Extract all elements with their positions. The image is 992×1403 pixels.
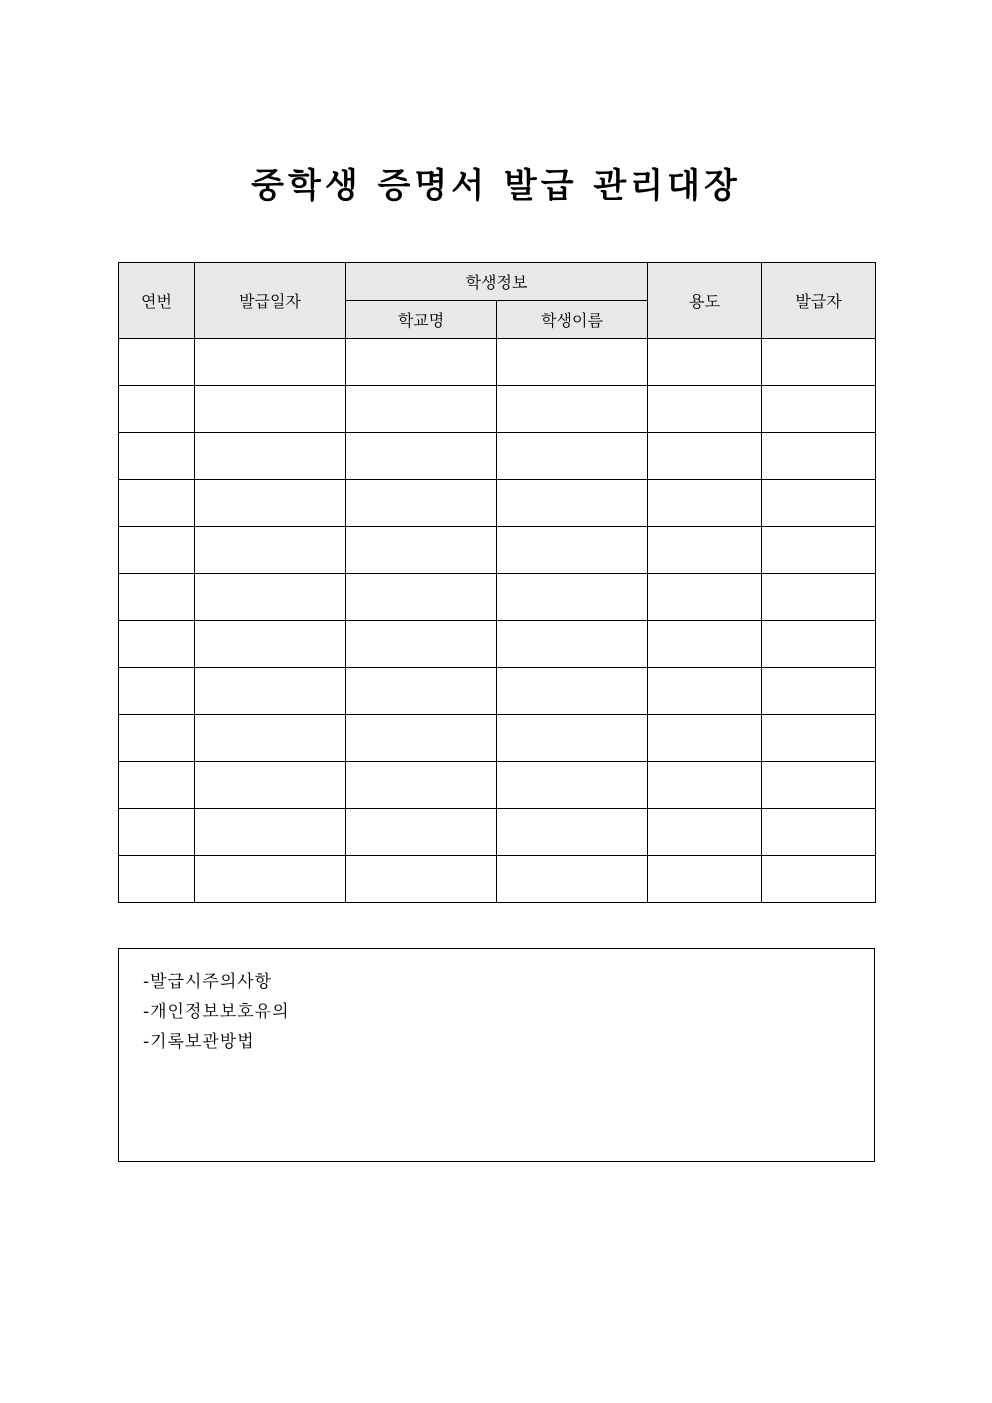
- cell-student-name[interactable]: [497, 762, 648, 809]
- cell-issuer[interactable]: [762, 386, 876, 433]
- cell-student-name[interactable]: [497, 339, 648, 386]
- cell-purpose[interactable]: [648, 527, 762, 574]
- table-row: [119, 762, 876, 809]
- cell-issue-date[interactable]: [195, 809, 346, 856]
- cell-school-name[interactable]: [346, 809, 497, 856]
- cell-serial[interactable]: [119, 762, 195, 809]
- cell-purpose[interactable]: [648, 809, 762, 856]
- cell-issuer[interactable]: [762, 339, 876, 386]
- header-serial: 연번: [119, 263, 195, 339]
- cell-student-name[interactable]: [497, 856, 648, 903]
- table-row: [119, 339, 876, 386]
- cell-serial[interactable]: [119, 480, 195, 527]
- cell-issue-date[interactable]: [195, 574, 346, 621]
- header-issue-date: 발급일자: [195, 263, 346, 339]
- note-item: -개인정보보호유의: [143, 1002, 290, 1022]
- notes-box: [118, 948, 875, 1162]
- cell-student-name[interactable]: [497, 715, 648, 762]
- cell-purpose[interactable]: [648, 762, 762, 809]
- cell-issue-date[interactable]: [195, 480, 346, 527]
- cell-school-name[interactable]: [346, 527, 497, 574]
- table-body: [119, 339, 876, 903]
- cell-student-name[interactable]: [497, 386, 648, 433]
- cell-school-name[interactable]: [346, 574, 497, 621]
- table-row: [119, 386, 876, 433]
- table-row: [119, 668, 876, 715]
- table-row: [119, 527, 876, 574]
- cell-serial[interactable]: [119, 668, 195, 715]
- cell-school-name[interactable]: [346, 762, 497, 809]
- cell-issuer[interactable]: [762, 527, 876, 574]
- table-row: [119, 574, 876, 621]
- issuance-ledger-table: [118, 262, 876, 903]
- cell-serial[interactable]: [119, 339, 195, 386]
- cell-serial[interactable]: [119, 856, 195, 903]
- cell-issue-date[interactable]: [195, 386, 346, 433]
- cell-serial[interactable]: [119, 621, 195, 668]
- cell-issuer[interactable]: [762, 809, 876, 856]
- table-row: [119, 715, 876, 762]
- header-issuer: 발급자: [762, 263, 876, 339]
- cell-school-name[interactable]: [346, 386, 497, 433]
- cell-student-name[interactable]: [497, 809, 648, 856]
- cell-issuer[interactable]: [762, 762, 876, 809]
- cell-issue-date[interactable]: [195, 668, 346, 715]
- cell-issue-date[interactable]: [195, 715, 346, 762]
- cell-serial[interactable]: [119, 809, 195, 856]
- header-student-name: 학생이름: [497, 301, 648, 339]
- table-row: [119, 480, 876, 527]
- cell-student-name[interactable]: [497, 621, 648, 668]
- cell-school-name[interactable]: [346, 668, 497, 715]
- cell-purpose[interactable]: [648, 668, 762, 715]
- cell-issue-date[interactable]: [195, 856, 346, 903]
- cell-issuer[interactable]: [762, 574, 876, 621]
- cell-issue-date[interactable]: [195, 433, 346, 480]
- cell-student-name[interactable]: [497, 433, 648, 480]
- cell-purpose[interactable]: [648, 856, 762, 903]
- cell-serial[interactable]: [119, 433, 195, 480]
- cell-purpose[interactable]: [648, 339, 762, 386]
- cell-issuer[interactable]: [762, 715, 876, 762]
- cell-school-name[interactable]: [346, 339, 497, 386]
- cell-school-name[interactable]: [346, 433, 497, 480]
- cell-student-name[interactable]: [497, 480, 648, 527]
- cell-purpose[interactable]: [648, 715, 762, 762]
- table-row: [119, 809, 876, 856]
- cell-student-name[interactable]: [497, 668, 648, 715]
- cell-issuer[interactable]: [762, 480, 876, 527]
- header-student-info: 학생정보: [346, 263, 648, 301]
- header-purpose: 용도: [648, 263, 762, 339]
- cell-student-name[interactable]: [497, 574, 648, 621]
- cell-issuer[interactable]: [762, 621, 876, 668]
- table-row: [119, 621, 876, 668]
- cell-purpose[interactable]: [648, 574, 762, 621]
- cell-issue-date[interactable]: [195, 621, 346, 668]
- cell-serial[interactable]: [119, 715, 195, 762]
- cell-school-name[interactable]: [346, 856, 497, 903]
- cell-issuer[interactable]: [762, 433, 876, 480]
- cell-serial[interactable]: [119, 386, 195, 433]
- cell-school-name[interactable]: [346, 480, 497, 527]
- table-header: [119, 263, 876, 339]
- cell-issuer[interactable]: [762, 856, 876, 903]
- cell-purpose[interactable]: [648, 386, 762, 433]
- cell-issue-date[interactable]: [195, 339, 346, 386]
- cell-serial[interactable]: [119, 574, 195, 621]
- header-school-name: 학교명: [346, 301, 497, 339]
- page-title: 중학생 증명서 발급 관리대장: [251, 166, 741, 206]
- cell-school-name[interactable]: [346, 715, 497, 762]
- note-item: -발급시주의사항: [143, 972, 273, 992]
- cell-issue-date[interactable]: [195, 762, 346, 809]
- cell-purpose[interactable]: [648, 480, 762, 527]
- cell-issue-date[interactable]: [195, 527, 346, 574]
- table-row: [119, 433, 876, 480]
- cell-issuer[interactable]: [762, 668, 876, 715]
- table-row: [119, 856, 876, 903]
- cell-serial[interactable]: [119, 527, 195, 574]
- cell-purpose[interactable]: [648, 433, 762, 480]
- notes-list: [143, 967, 290, 1057]
- cell-student-name[interactable]: [497, 527, 648, 574]
- note-item: -기록보관방법: [143, 1032, 255, 1052]
- cell-school-name[interactable]: [346, 621, 497, 668]
- cell-purpose[interactable]: [648, 621, 762, 668]
